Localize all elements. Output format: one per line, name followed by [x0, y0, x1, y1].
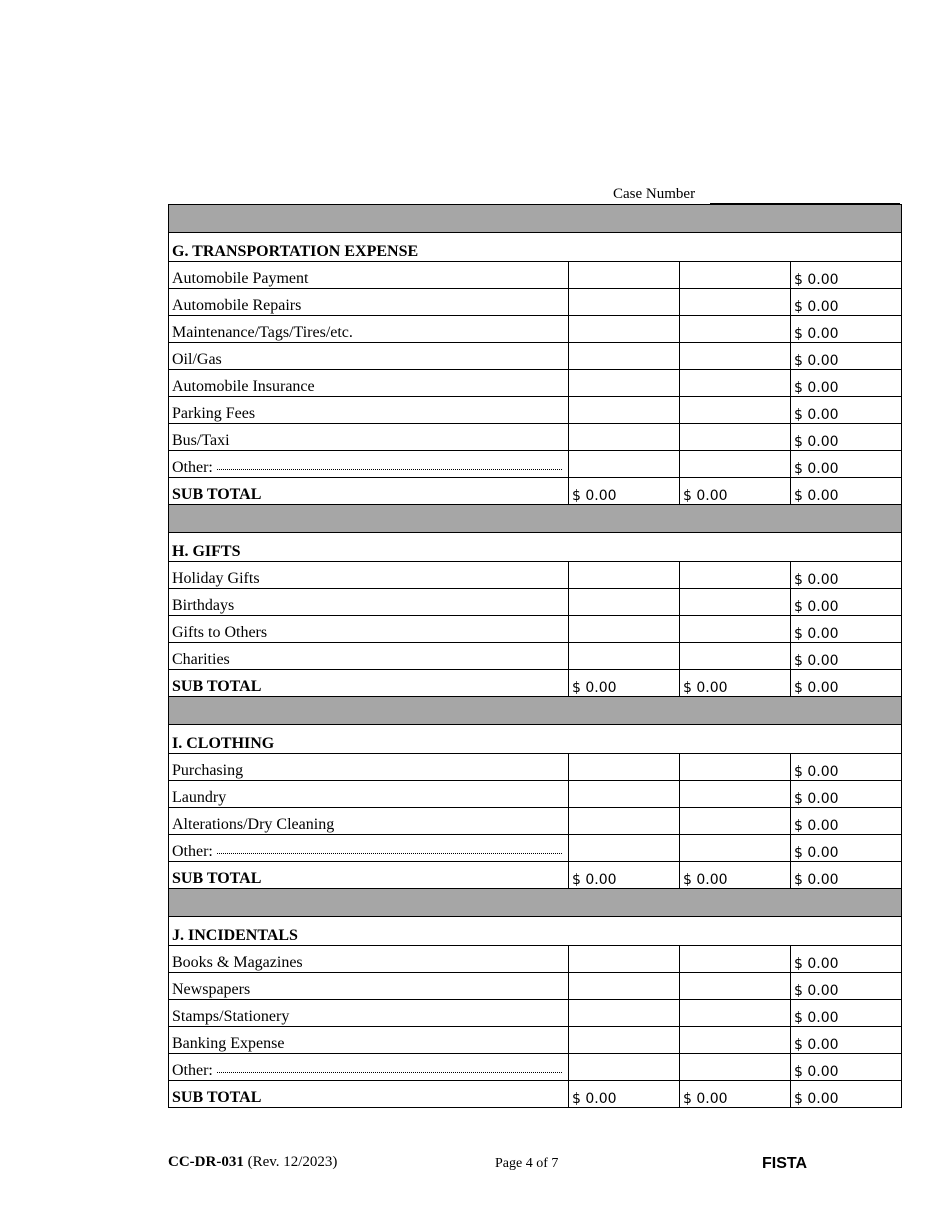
row-total: $ 0.00 — [791, 1027, 902, 1054]
row-label-cell — [169, 1027, 569, 1054]
section-spacer — [169, 205, 902, 233]
table-row — [169, 835, 902, 862]
row-total: $ 0.00 — [791, 808, 902, 835]
table-row — [169, 316, 902, 343]
row-label-cell — [169, 835, 569, 862]
subtotal-col2: $ 0.00 — [680, 478, 791, 505]
amount-input-col2[interactable] — [680, 1054, 791, 1081]
amount-input-col2[interactable] — [680, 316, 791, 343]
amount-input-col2[interactable] — [680, 562, 791, 589]
row-label: Gifts to Others — [172, 624, 268, 641]
row-label: Newspapers — [172, 981, 251, 998]
amount-input-col2[interactable] — [680, 424, 791, 451]
row-label: Maintenance/Tags/Tires/etc. — [172, 324, 353, 341]
row-total: $ 0.00 — [791, 370, 902, 397]
spacer-cell — [169, 889, 902, 917]
table-row — [169, 1054, 902, 1081]
section-heading-row — [169, 533, 902, 562]
other-description-field[interactable] — [217, 853, 562, 854]
amount-input-col2[interactable] — [680, 781, 791, 808]
section-title: J. INCIDENTALS — [169, 917, 902, 946]
section-heading-row — [169, 917, 902, 946]
row-label: Alterations/Dry Cleaning — [172, 816, 335, 833]
subtotal-col2: $ 0.00 — [680, 1081, 791, 1108]
table-row — [169, 397, 902, 424]
amount-input-col1[interactable] — [569, 424, 680, 451]
table-row — [169, 616, 902, 643]
form-revision: (Rev. 12/2023) — [247, 1154, 338, 1170]
row-total: $ 0.00 — [791, 397, 902, 424]
table-row — [169, 451, 902, 478]
amount-input-col2[interactable] — [680, 343, 791, 370]
amount-input-col1[interactable] — [569, 643, 680, 670]
row-total: $ 0.00 — [791, 262, 902, 289]
amount-input-col1[interactable] — [569, 589, 680, 616]
amount-input-col2[interactable] — [680, 451, 791, 478]
table-row — [169, 289, 902, 316]
row-label-cell — [169, 424, 569, 451]
table-row — [169, 562, 902, 589]
amount-input-col1[interactable] — [569, 451, 680, 478]
section-title: I. CLOTHING — [169, 725, 902, 754]
row-label-cell — [169, 289, 569, 316]
table-row — [169, 424, 902, 451]
subtotal-col2: $ 0.00 — [680, 862, 791, 889]
amount-input-col2[interactable] — [680, 397, 791, 424]
row-total: $ 0.00 — [791, 451, 902, 478]
amount-input-col2[interactable] — [680, 370, 791, 397]
row-label-cell — [169, 589, 569, 616]
amount-input-col1[interactable] — [569, 835, 680, 862]
row-label: Bus/Taxi — [172, 432, 230, 449]
subtotal-col1: $ 0.00 — [569, 670, 680, 697]
subtotal-col2: $ 0.00 — [680, 670, 791, 697]
subtotal-col1: $ 0.00 — [569, 862, 680, 889]
subtotal-label: SUB TOTAL — [169, 1081, 569, 1108]
subtotal-col3: $ 0.00 — [791, 478, 902, 505]
table-row — [169, 262, 902, 289]
row-label-cell — [169, 397, 569, 424]
amount-input-col2[interactable] — [680, 589, 791, 616]
subtotal-col1: $ 0.00 — [569, 1081, 680, 1108]
row-label-cell — [169, 754, 569, 781]
amount-input-col1[interactable] — [569, 973, 680, 1000]
amount-input-col1[interactable] — [569, 808, 680, 835]
row-total: $ 0.00 — [791, 343, 902, 370]
table-row — [169, 781, 902, 808]
table-row — [169, 370, 902, 397]
row-label: Birthdays — [172, 597, 235, 614]
row-label: Automobile Repairs — [172, 297, 302, 314]
row-label: Other: — [172, 1062, 213, 1079]
amount-input-col1[interactable] — [569, 397, 680, 424]
row-label: Books & Magazines — [172, 954, 303, 971]
row-label-cell — [169, 946, 569, 973]
other-description-field[interactable] — [217, 1072, 562, 1073]
amount-input-col2[interactable] — [680, 262, 791, 289]
row-label-cell — [169, 643, 569, 670]
section-heading-row — [169, 725, 902, 754]
spacer-cell — [169, 205, 902, 233]
table-row — [169, 1027, 902, 1054]
spacer-cell — [169, 505, 902, 533]
row-label: Other: — [172, 843, 213, 860]
row-total: $ 0.00 — [791, 424, 902, 451]
row-label: Automobile Payment — [172, 270, 309, 287]
section-heading-row — [169, 233, 902, 262]
amount-input-col1[interactable] — [569, 1027, 680, 1054]
row-label-cell — [169, 262, 569, 289]
row-total: $ 0.00 — [791, 289, 902, 316]
section-title: G. TRANSPORTATION EXPENSE — [169, 233, 902, 262]
row-label-cell — [169, 973, 569, 1000]
subtotal-col3: $ 0.00 — [791, 1081, 902, 1108]
row-total: $ 0.00 — [791, 316, 902, 343]
amount-input-col1[interactable] — [569, 754, 680, 781]
row-label-cell — [169, 451, 569, 478]
amount-input-col2[interactable] — [680, 835, 791, 862]
row-label-cell — [169, 1000, 569, 1027]
row-total: $ 0.00 — [791, 562, 902, 589]
row-total: $ 0.00 — [791, 1000, 902, 1027]
spacer-cell — [169, 697, 902, 725]
table-row — [169, 343, 902, 370]
subtotal-row — [169, 862, 902, 889]
row-label: Stamps/Stationery — [172, 1008, 290, 1025]
row-total: $ 0.00 — [791, 754, 902, 781]
fista-logo: FISTA — [762, 1155, 808, 1172]
case-number-line — [613, 186, 900, 204]
expense-table — [168, 204, 902, 1108]
table-row — [169, 643, 902, 670]
page-number: Page 4 of 7 — [495, 1156, 559, 1171]
row-total: $ 0.00 — [791, 616, 902, 643]
table-row — [169, 589, 902, 616]
row-total: $ 0.00 — [791, 643, 902, 670]
section-spacer — [169, 505, 902, 533]
row-label: Automobile Insurance — [172, 378, 315, 395]
row-label-cell — [169, 1054, 569, 1081]
table-row — [169, 1000, 902, 1027]
table-row — [169, 808, 902, 835]
row-total: $ 0.00 — [791, 781, 902, 808]
amount-input-col2[interactable] — [680, 1000, 791, 1027]
subtotal-col1: $ 0.00 — [569, 478, 680, 505]
form-code: CC-DR-031 — [168, 1154, 244, 1170]
amount-input-col1[interactable] — [569, 262, 680, 289]
row-total: $ 0.00 — [791, 589, 902, 616]
section-spacer — [169, 697, 902, 725]
row-label-cell — [169, 616, 569, 643]
subtotal-row — [169, 478, 902, 505]
row-label: Parking Fees — [172, 405, 256, 422]
amount-input-col2[interactable] — [680, 616, 791, 643]
amount-input-col1[interactable] — [569, 616, 680, 643]
row-label: Purchasing — [172, 762, 244, 779]
subtotal-label: SUB TOTAL — [169, 478, 569, 505]
table-row — [169, 946, 902, 973]
amount-input-col1[interactable] — [569, 370, 680, 397]
amount-input-col1[interactable] — [569, 316, 680, 343]
row-label: Laundry — [172, 789, 227, 806]
amount-input-col1[interactable] — [569, 562, 680, 589]
row-label: Charities — [172, 651, 230, 668]
row-label: Other: — [172, 459, 213, 476]
case-number-label: Case Number — [613, 186, 696, 202]
row-label-cell — [169, 808, 569, 835]
row-total: $ 0.00 — [791, 946, 902, 973]
row-label-cell — [169, 781, 569, 808]
subtotal-row — [169, 670, 902, 697]
row-label: Holiday Gifts — [172, 570, 260, 587]
row-total: $ 0.00 — [791, 1054, 902, 1081]
amount-input-col2[interactable] — [680, 289, 791, 316]
section-spacer — [169, 889, 902, 917]
amount-input-col1[interactable] — [569, 343, 680, 370]
amount-input-col1[interactable] — [569, 946, 680, 973]
amount-input-col2[interactable] — [680, 1027, 791, 1054]
amount-input-col2[interactable] — [680, 946, 791, 973]
form-id — [168, 1154, 337, 1171]
row-label: Oil/Gas — [172, 351, 222, 368]
amount-input-col1[interactable] — [569, 1054, 680, 1081]
amount-input-col1[interactable] — [569, 781, 680, 808]
row-label-cell — [169, 343, 569, 370]
amount-input-col2[interactable] — [680, 973, 791, 1000]
amount-input-col2[interactable] — [680, 643, 791, 670]
subtotal-col3: $ 0.00 — [791, 862, 902, 889]
amount-input-col2[interactable] — [680, 754, 791, 781]
other-description-field[interactable] — [217, 469, 562, 470]
subtotal-label: SUB TOTAL — [169, 670, 569, 697]
amount-input-col2[interactable] — [680, 808, 791, 835]
row-label-cell — [169, 316, 569, 343]
row-label: Banking Expense — [172, 1035, 285, 1052]
table-row — [169, 973, 902, 1000]
subtotal-label: SUB TOTAL — [169, 862, 569, 889]
table-row — [169, 754, 902, 781]
row-total: $ 0.00 — [791, 835, 902, 862]
amount-input-col1[interactable] — [569, 1000, 680, 1027]
section-title: H. GIFTS — [169, 533, 902, 562]
row-label-cell — [169, 370, 569, 397]
subtotal-col3: $ 0.00 — [791, 670, 902, 697]
row-total: $ 0.00 — [791, 973, 902, 1000]
row-label-cell — [169, 562, 569, 589]
amount-input-col1[interactable] — [569, 289, 680, 316]
subtotal-row — [169, 1081, 902, 1108]
